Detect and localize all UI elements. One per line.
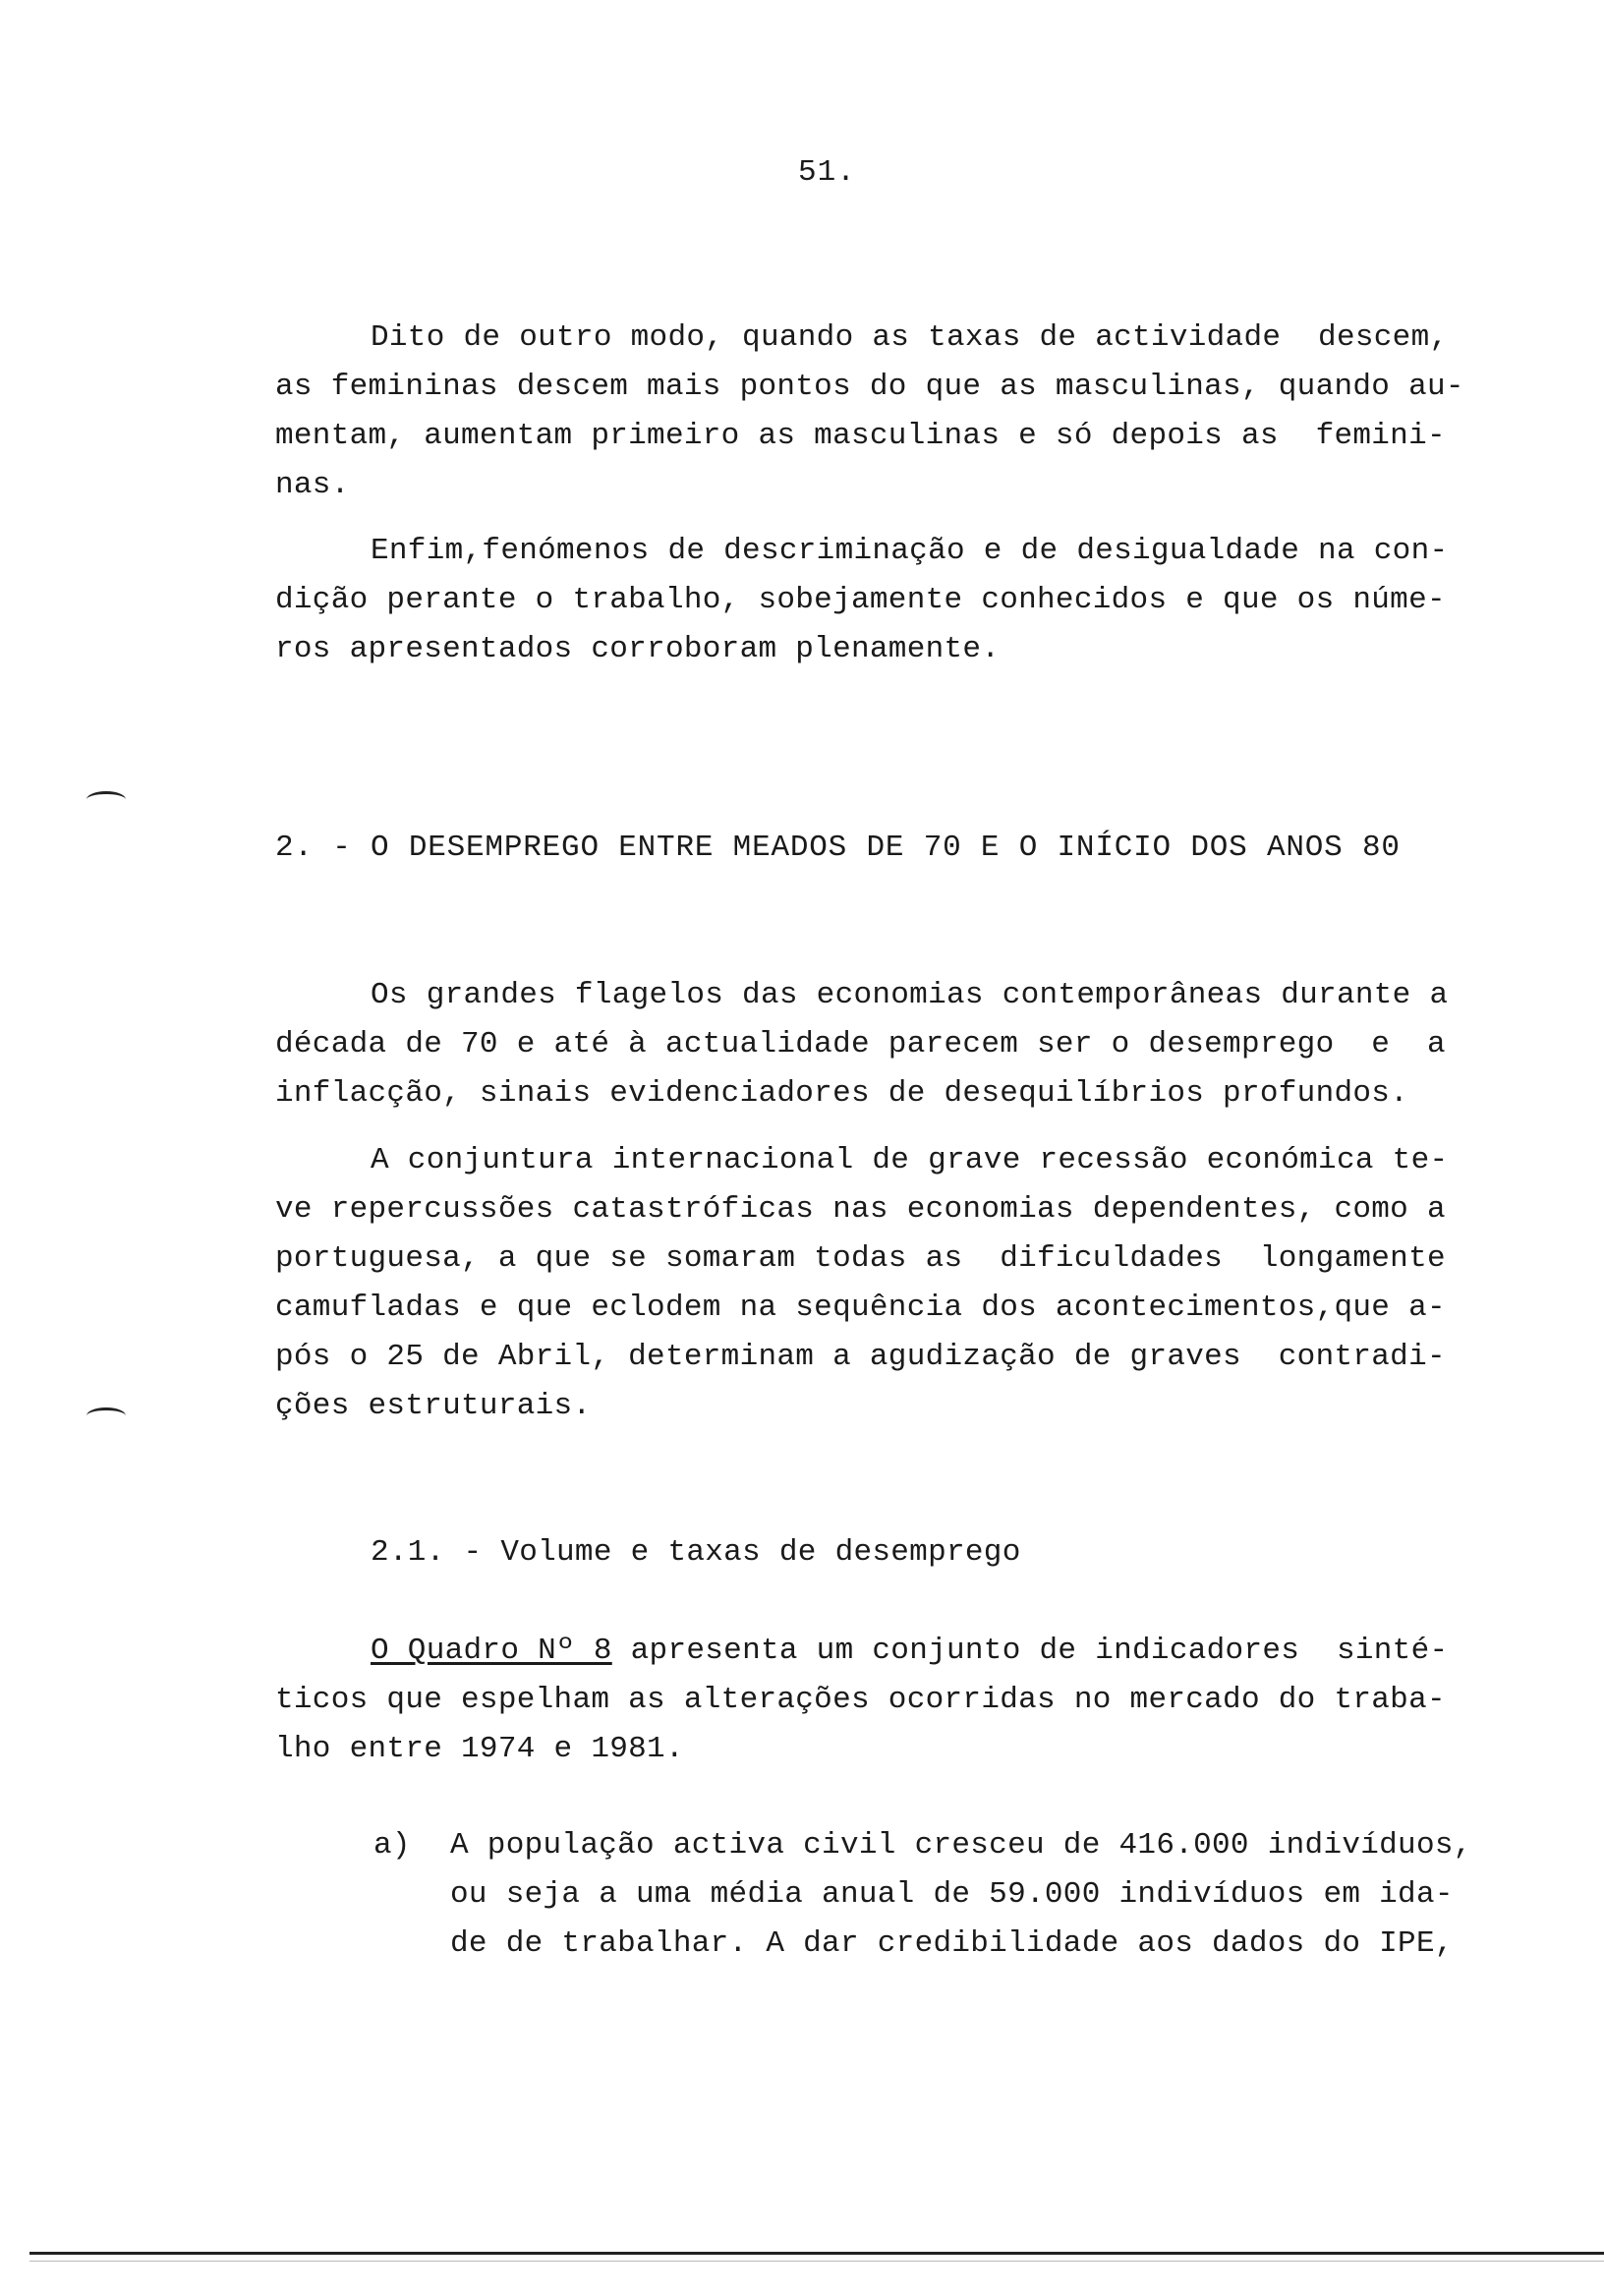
text-span: apresenta um conjunto de indicadores sinté- <box>611 1634 1449 1668</box>
text-line: portuguesa, a que se somaram todas as dificuldades longamente <box>275 1241 1446 1276</box>
text-line: ros apresentados corroboram plenamente. <box>275 632 1001 666</box>
text-line: dição perante o trabalho, sobejamente conhecidos e que os núme- <box>275 583 1446 617</box>
text-line: inflacção, sinais evidenciadores de desequilíbrios profundos. <box>275 1076 1409 1111</box>
subsection-heading: 2.1. - Volume e taxas de desemprego <box>371 1535 1021 1570</box>
text-line: década de 70 e até à actualidade parecem ser o desemprego e a <box>275 1027 1446 1062</box>
text-line: pós o 25 de Abril, determinam a agudização de graves contradi- <box>275 1340 1446 1374</box>
text-line: ções estruturais. <box>275 1389 592 1423</box>
list-marker: a) <box>373 1828 411 1863</box>
text-line: A conjuntura internacional de grave recessão económica te- <box>371 1143 1449 1177</box>
bottom-rule-faint <box>29 2261 1604 2262</box>
text-line: as femininas descem mais pontos do que as masculinas, quando au- <box>275 370 1464 404</box>
text-line: nas. <box>275 468 350 502</box>
margin-mark <box>86 1407 126 1424</box>
text-line: lho entre 1974 e 1981. <box>275 1732 684 1766</box>
text-line: Enfim,fenómenos de descriminação e de desigualdade na con- <box>371 534 1449 568</box>
section-heading: 2. - O DESEMPREGO ENTRE MEADOS DE 70 E O INÍCIO DOS ANOS 80 <box>275 831 1401 865</box>
text-line: de de trabalhar. A dar credibilidade aos dados do IPE, <box>450 1926 1454 1961</box>
bottom-rule <box>29 2252 1604 2255</box>
text-line: ticos que espelham as alterações ocorridas no mercado do traba- <box>275 1683 1446 1717</box>
margin-mark <box>86 791 126 808</box>
text-line: A população activa civil cresceu de 416.000 indivíduos, <box>450 1828 1472 1863</box>
text-line: ve repercussões catastróficas nas economias dependentes, como a <box>275 1192 1446 1227</box>
table-reference: O Quadro Nº 8 <box>371 1634 612 1668</box>
text-line: camufladas e que eclodem na sequência dos acontecimentos,que a- <box>275 1291 1446 1325</box>
page-number: 51. <box>798 155 856 190</box>
text-line: Dito de outro modo, quando as taxas de actividade descem, <box>371 320 1449 355</box>
text-line <box>371 1634 1448 1668</box>
text-line: ou seja a uma média anual de 59.000 indivíduos em ida- <box>450 1877 1454 1912</box>
text-line: Os grandes flagelos das economias contemporâneas durante a <box>371 978 1449 1012</box>
text-line: mentam, aumentam primeiro as masculinas e só depois as femini- <box>275 419 1446 453</box>
